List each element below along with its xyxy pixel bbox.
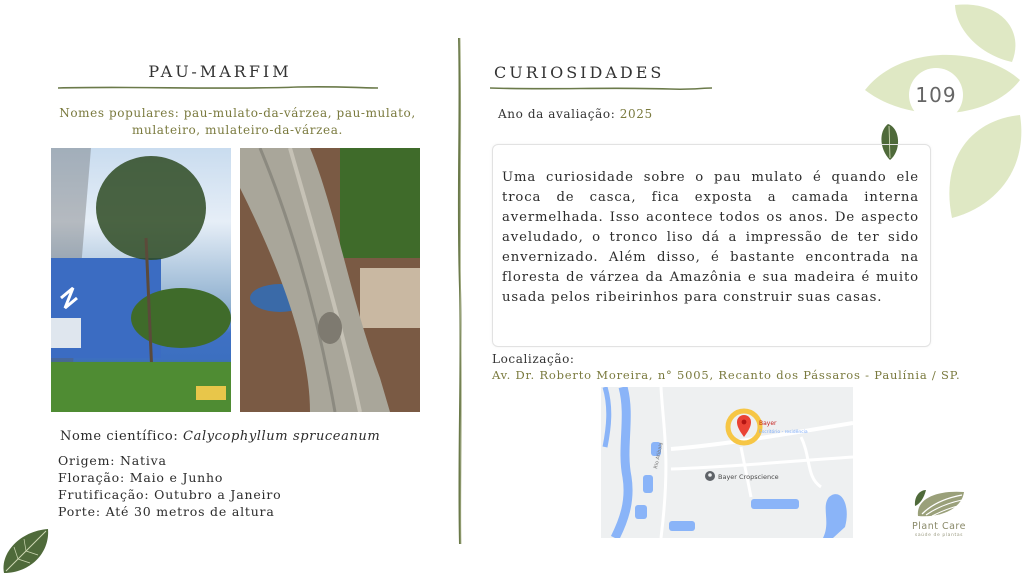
location-map[interactable] — [601, 387, 853, 538]
map-place-label: Bayer Cropscience — [718, 473, 779, 481]
plant-title: PAU-MARFIM — [148, 62, 292, 81]
evaluation-year-value: 2025 — [619, 107, 653, 121]
brand-name: Plant Care — [912, 521, 966, 532]
fact-origin: Origem: Nativa — [58, 453, 167, 468]
map-pin-sublabel: Escritório - residência — [759, 430, 808, 435]
tree-photo — [51, 148, 231, 412]
scientific-name: Calycophyllum spruceanum — [183, 429, 381, 444]
plant-care-logo-icon — [912, 486, 970, 520]
location-address: Av. Dr. Roberto Moreira, n° 5005, Recanto dos Pássaros - Paulínia / SP. — [492, 368, 961, 382]
scientific-name-line — [60, 429, 380, 444]
leaf-decoration-bottom-left — [0, 525, 52, 576]
map-pin-label: Bayer — [759, 420, 777, 427]
curiosities-title: CURIOSIDADES — [494, 63, 665, 82]
fact-flowering: Floração: Maio e Junho — [58, 470, 224, 485]
title-underline-left — [58, 84, 378, 92]
location-label: Localização: — [492, 352, 575, 366]
trunk-photo — [240, 148, 420, 412]
fact-size: Porte: Até 30 metros de altura — [58, 504, 275, 519]
fact-fruiting: Frutificação: Outubro a Janeiro — [58, 487, 282, 502]
plant-facts — [58, 452, 281, 520]
scientific-name-label: Nome científico: — [60, 429, 179, 444]
brand-tagline: saúde de plantas — [914, 533, 964, 538]
page-number-badge: 109 — [909, 68, 963, 122]
center-divider — [453, 38, 467, 544]
popular-names: Nomes populares: pau-mulato-da-várzea, pau-mulato, mulateiro, mulateiro-da-várzea. — [59, 106, 416, 137]
evaluation-year — [498, 107, 653, 121]
map-road-label: Rio Atibaia — [653, 441, 665, 470]
title-underline-right — [490, 85, 712, 93]
curiosity-text: Uma curiosidade sobre o pau mulato é quando ele troca de casca, fica exposta a camada interna avermelhada. Isso acontece todos os anos. De aspecto aveludado, o tronco liso dá a impressão de ter sido envernizado. Além disso, é bastante encontrada na floresta de várzea da Amazônia e sua madeira é muito usada pelos ribeirinhos para construir suas casas. — [502, 170, 919, 305]
evaluation-year-label: Ano da avaliação: — [498, 107, 616, 121]
